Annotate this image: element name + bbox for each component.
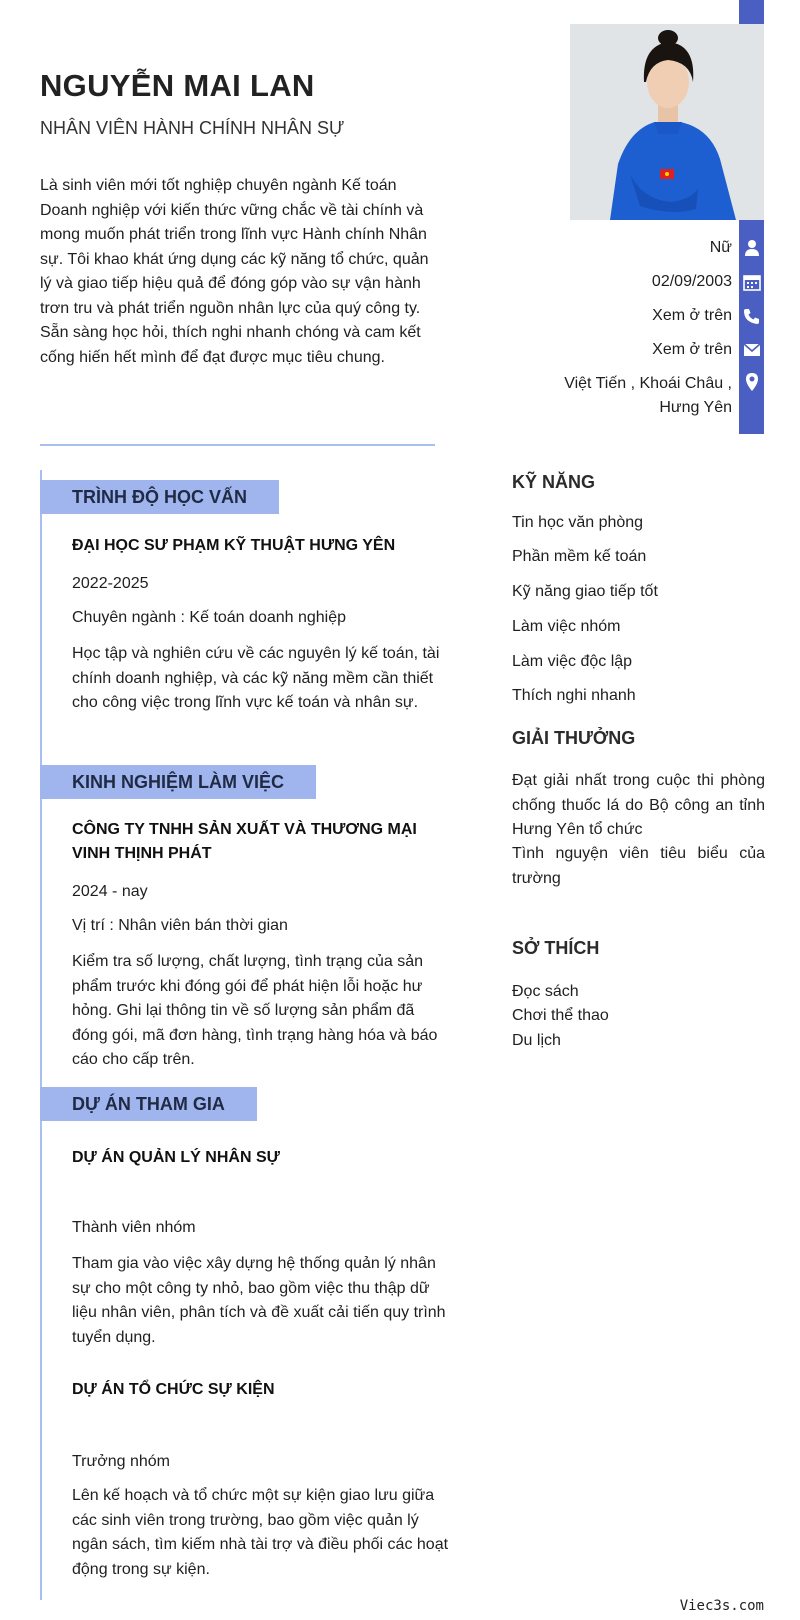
education-period: 2022-2025	[72, 575, 149, 592]
contact-birthday: 02/09/2003	[651, 273, 732, 290]
contact-gender: Nữ	[709, 239, 732, 256]
phone-icon	[739, 304, 764, 328]
project-description: Lên kế hoạch và tổ chức một sự kiện giao lưu giữa các sinh viên trong trường, bao gồm việc quản lý ngân sách, tìm kiếm nhà tài trợ và điều phối các hoạt động trong sự kiện.	[72, 1487, 449, 1578]
education-description: Học tập và nghiên cứu về các nguyên lý kế toán, tài chính doanh nghiệp, và các kỹ năng mềm cần thiết cho công việc trong lĩnh vực kế toán và nhân sự.	[72, 645, 440, 711]
experience-heading: KINH NGHIỆM LÀM VIỆC	[40, 765, 316, 799]
contact-address-line1: Việt Tiến , Khoái Châu ,	[564, 375, 732, 392]
award-item: Tình nguyện viên tiêu biểu của trường	[512, 845, 765, 887]
job-title: NHÂN VIÊN HÀNH CHÍNH NHÂN SỰ	[40, 118, 345, 138]
award-item: Đạt giải nhất trong cuộc thi phòng chống thuốc lá do Bộ công an tỉnh Hưng Yên tổ chức	[512, 772, 765, 838]
skill-item: Làm việc nhóm	[512, 618, 621, 635]
location-pin-icon	[739, 370, 764, 394]
education-major: Chuyên ngành : Kế toán doanh nghiệp	[72, 609, 347, 626]
footer-brand: Viec3s.com	[679, 1598, 764, 1614]
top-accent-bar	[739, 0, 764, 24]
skill-item: Thích nghi nhanh	[512, 687, 636, 704]
education-heading: TRÌNH ĐỘ HỌC VẤN	[40, 480, 279, 514]
skills-heading: KỸ NĂNG	[512, 472, 596, 492]
skill-item: Kỹ năng giao tiếp tốt	[512, 583, 658, 600]
hobby-item: Chơi thể thao	[512, 1007, 609, 1024]
education-school: ĐẠI HỌC SƯ PHẠM KỸ THUẬT HƯNG YÊN	[72, 537, 396, 554]
header-divider	[40, 444, 435, 446]
experience-company: CÔNG TY TNHH SẢN XUẤT VÀ THƯƠNG MẠI VINH THỊNH PHÁT	[72, 821, 417, 862]
hobby-item: Đọc sách	[512, 983, 579, 1000]
skill-item: Phần mềm kế toán	[512, 548, 647, 565]
mail-icon	[739, 338, 764, 362]
projects-heading: DỰ ÁN THAM GIA	[40, 1087, 257, 1121]
contact-email: Xem ở trên	[652, 341, 732, 358]
experience-description: Kiểm tra số lượng, chất lượng, tình trạng của sản phẩm trước khi đóng gói để phát hiện lỗi hoặc hư hỏng. Ghi lại thông tin về số lượng sản phẩm đã đóng gói, mã đơn hàng, tình trạng hàng hóa và báo cáo cho cấp trên.	[72, 953, 438, 1068]
contact-phone: Xem ở trên	[652, 307, 732, 324]
contact-address-line2: Hưng Yên	[659, 399, 732, 416]
awards-heading: GIẢI THƯỞNG	[512, 728, 636, 748]
hobbies-heading: SỞ THÍCH	[512, 938, 600, 958]
project-name: DỰ ÁN TỔ CHỨC SỰ KIỆN	[72, 1381, 275, 1398]
profile-photo	[570, 24, 764, 220]
candidate-name: NGUYỄN MAI LAN	[40, 68, 315, 103]
skill-item: Làm việc độc lập	[512, 653, 633, 670]
person-icon	[739, 236, 764, 260]
project-name: DỰ ÁN QUẢN LÝ NHÂN SỰ	[72, 1149, 280, 1166]
experience-position: Vị trí : Nhân viên bán thời gian	[72, 917, 288, 934]
hobby-item: Du lịch	[512, 1032, 561, 1049]
left-column-line	[40, 470, 42, 1600]
calendar-icon	[739, 270, 764, 294]
experience-period: 2024 - nay	[72, 883, 148, 900]
career-summary: Là sinh viên mới tốt nghiệp chuyên ngành Kế toán Doanh nghiệp với kiến thức vững chắc về tài chính và mong muốn phát triển trong lĩnh vực Hành chính Nhân sự. Tôi khao khát ứng dụng các kỹ năng tổ chức, quản lý và giao tiếp hiệu quả để đóng góp vào sự vận hành trơn tru và phát triển nguồn nhân lực của quý công ty. Sẵn sàng học hỏi, thích nghi nhanh chóng và cam kết cống hiến hết mình để đạt được mục tiêu chung.	[40, 177, 429, 366]
skill-item: Tin học văn phòng	[512, 514, 644, 531]
project-role: Trưởng nhóm	[72, 1453, 170, 1470]
project-role: Thành viên nhóm	[72, 1219, 196, 1236]
project-description: Tham gia vào việc xây dựng hệ thống quản lý nhân sự cho một công ty nhỏ, bao gồm việc thu thập dữ liệu nhân viên, phân tích và đề xuất cải tiến quy trình tuyển dụng.	[72, 1255, 446, 1346]
